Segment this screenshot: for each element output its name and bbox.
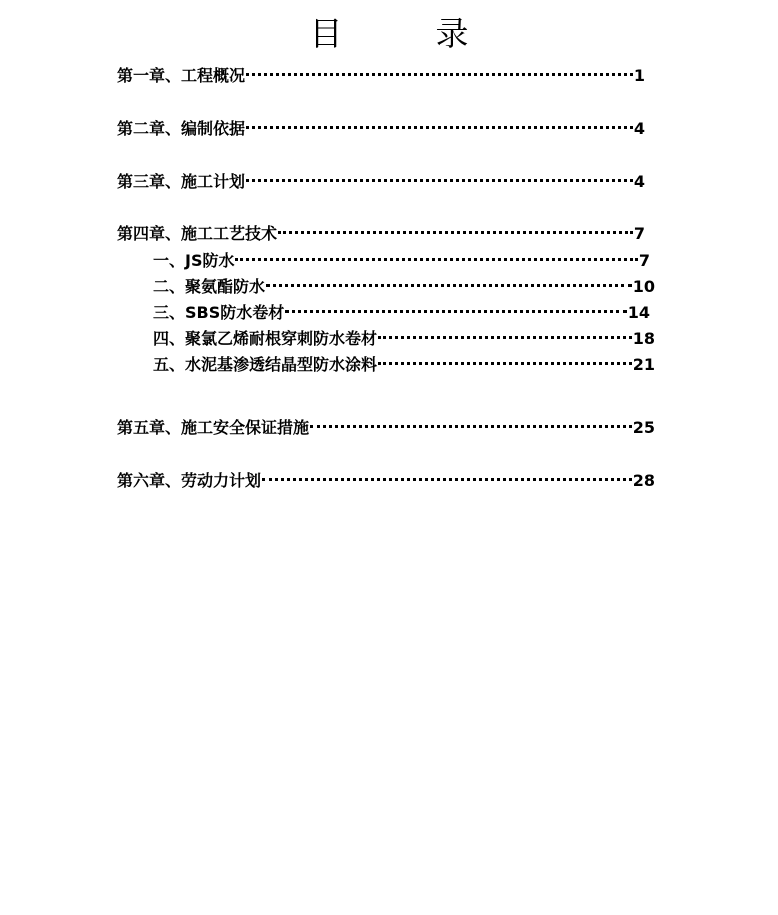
toc-entry-page: 21	[632, 355, 655, 374]
toc-leader-dots	[262, 478, 632, 481]
toc-entry-section-5[interactable]	[153, 352, 655, 375]
toc-entry-label: 第五章、施工安全保证措施	[117, 418, 310, 437]
toc-leader-dots	[378, 336, 632, 339]
toc-entry-page: 4	[633, 119, 645, 138]
toc-entry-chapter-5[interactable]	[117, 415, 655, 438]
toc-entry-page: 14	[627, 303, 650, 322]
toc-entry-label: 一、JS防水	[153, 251, 235, 270]
toc-entry-chapter-6[interactable]	[117, 468, 655, 491]
toc-leader-dots	[285, 310, 626, 313]
toc-entry-label: 二、聚氨酯防水	[153, 277, 266, 296]
toc-entry-section-3[interactable]	[153, 300, 650, 323]
toc-entry-label: 第二章、编制依据	[117, 119, 246, 138]
toc-leader-dots	[246, 73, 633, 76]
toc-entry-page: 7	[638, 251, 650, 270]
toc-leader-dots	[246, 179, 633, 182]
toc-entry-page: 1	[633, 66, 645, 85]
toc-entry-label: 第六章、劳动力计划	[117, 471, 262, 490]
toc-entry-label: 第四章、施工工艺技术	[117, 224, 278, 243]
toc-leader-dots	[278, 231, 633, 234]
toc-entry-label: 三、SBS防水卷材	[153, 303, 285, 322]
toc-entry-section-1[interactable]	[153, 248, 650, 271]
toc-leader-dots	[246, 126, 633, 129]
toc-entry-page: 7	[633, 224, 645, 243]
toc-entry-label: 第三章、施工计划	[117, 172, 246, 191]
toc-entry-section-4[interactable]	[153, 326, 655, 349]
toc-leader-dots	[235, 258, 637, 261]
toc-entry-page: 25	[632, 418, 655, 437]
toc-entry-section-2[interactable]	[153, 274, 655, 297]
toc-entry-label: 四、聚氯乙烯耐根穿刺防水卷材	[153, 329, 378, 348]
toc-entry-label: 第一章、工程概况	[117, 66, 246, 85]
toc-entry-chapter-3[interactable]	[117, 169, 645, 192]
toc-entry-chapter-2[interactable]	[117, 116, 645, 139]
toc-leader-dots	[310, 425, 632, 428]
toc-entry-page: 10	[632, 277, 655, 296]
toc-entry-page: 28	[632, 471, 655, 490]
toc-entry-page: 4	[633, 172, 645, 191]
toc-leader-dots	[266, 284, 632, 287]
toc-entry-chapter-4[interactable]	[117, 221, 645, 244]
toc-title: 目 录	[309, 14, 499, 53]
toc-entry-chapter-1[interactable]	[117, 63, 645, 86]
toc-entry-label: 五、水泥基渗透结晶型防水涂料	[153, 355, 378, 374]
toc-leader-dots	[378, 362, 632, 365]
toc-entry-page: 18	[632, 329, 655, 348]
